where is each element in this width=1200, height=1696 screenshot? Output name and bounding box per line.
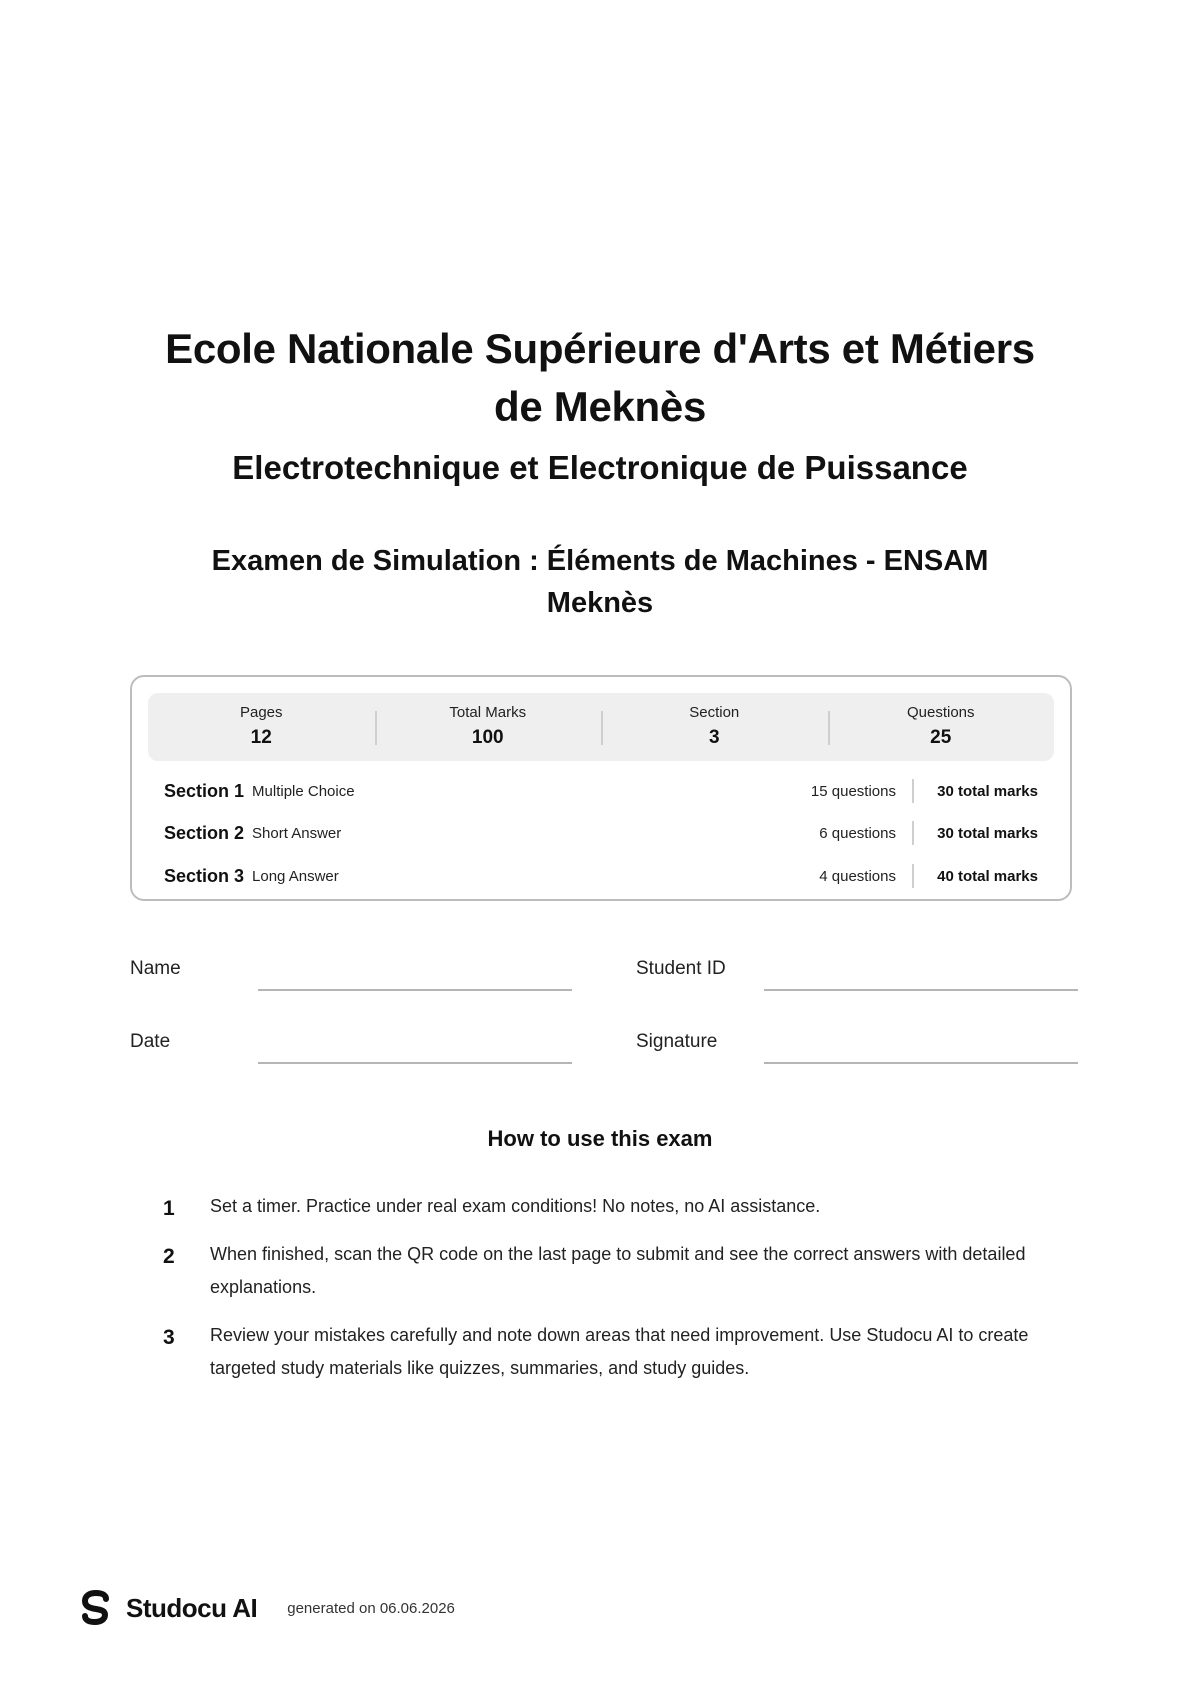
- section-name: Section 1: [164, 780, 245, 801]
- school-title-line1: Ecole Nationale Supérieure d'Arts et Métiers: [165, 325, 1035, 372]
- section-questions: 6 questions: [819, 824, 896, 842]
- stat-questions: [828, 693, 1055, 761]
- stat-section: [601, 693, 828, 761]
- stat-value: 100: [471, 727, 504, 748]
- exam-title: [150, 540, 1050, 624]
- section-type: Long Answer: [252, 867, 339, 885]
- howto-step: [160, 1238, 1060, 1304]
- howto-title: How to use this exam: [487, 1126, 713, 1151]
- stat-value: 25: [930, 727, 952, 748]
- stat-total-marks: [375, 693, 602, 761]
- exam-title-line1: Examen de Simulation : Éléments de Machines - ENSAM: [211, 545, 989, 577]
- section-row-3: [164, 862, 1038, 890]
- section-name: Section 3: [164, 865, 245, 886]
- signature-label: Signature: [636, 1031, 718, 1052]
- section-type: Short Answer: [252, 824, 342, 842]
- name-input-line[interactable]: [258, 989, 572, 991]
- step-number: 3: [163, 1326, 175, 1349]
- date-field[interactable]: [130, 1031, 572, 1071]
- exam-summary-box: [130, 675, 1072, 901]
- signature-input-line[interactable]: [764, 1062, 1078, 1064]
- howto-step: [160, 1190, 1060, 1223]
- footer: [78, 1588, 455, 1628]
- school-title-line2: de Meknès: [493, 383, 707, 430]
- date-input-line[interactable]: [258, 1062, 572, 1064]
- stat-value: 12: [250, 727, 272, 748]
- stat-label: Pages: [239, 704, 283, 721]
- name-label: Name: [130, 958, 181, 979]
- name-field[interactable]: [130, 958, 572, 998]
- step-number: 1: [163, 1197, 175, 1220]
- section-questions: 4 questions: [819, 867, 896, 885]
- stat-label: Section: [689, 704, 740, 721]
- exam-title-line2: Meknès: [546, 587, 654, 619]
- howto-step: [160, 1319, 1060, 1385]
- step-text: When finished, scan the QR code on the last page to submit and see the correct answers with detailed explanations.: [210, 1244, 1026, 1297]
- howto-steps: [160, 1190, 1060, 1400]
- exam-stats-bar: [148, 693, 1054, 761]
- step-number: 2: [163, 1245, 175, 1268]
- generated-date: generated on 06.06.2026: [287, 1599, 455, 1617]
- step-text: Review your mistakes carefully and note down areas that need improvement. Use Studocu AI to create targeted study materials like quizzes, summaries, and study guides.: [210, 1325, 1029, 1378]
- section-type: Multiple Choice: [252, 782, 355, 800]
- section-marks: 30 total marks: [937, 824, 1038, 842]
- school-title: [120, 320, 1080, 436]
- student-id-field[interactable]: [636, 958, 1078, 998]
- stat-value: 3: [708, 727, 720, 748]
- section-questions: 15 questions: [810, 782, 896, 800]
- section-marks: 30 total marks: [937, 782, 1038, 800]
- section-row-2: [164, 819, 1038, 847]
- section-row-1: [164, 777, 1038, 805]
- step-text: Set a timer. Practice under real exam conditions! No notes, no AI assistance.: [210, 1196, 821, 1216]
- signature-field[interactable]: [636, 1031, 1078, 1071]
- subject-title: Electrotechnique et Electronique de Puissance: [232, 449, 968, 486]
- studocu-logo-icon: [78, 1590, 114, 1626]
- student-id-input-line[interactable]: [764, 989, 1078, 991]
- date-label: Date: [130, 1031, 171, 1052]
- section-marks: 40 total marks: [937, 867, 1038, 885]
- brand-name: Studocu AI: [126, 1592, 258, 1623]
- section-name: Section 2: [164, 822, 245, 843]
- student-id-label: Student ID: [636, 958, 726, 979]
- stat-label: Questions: [906, 704, 975, 721]
- stat-label: Total Marks: [449, 704, 527, 721]
- stat-pages: [148, 693, 375, 761]
